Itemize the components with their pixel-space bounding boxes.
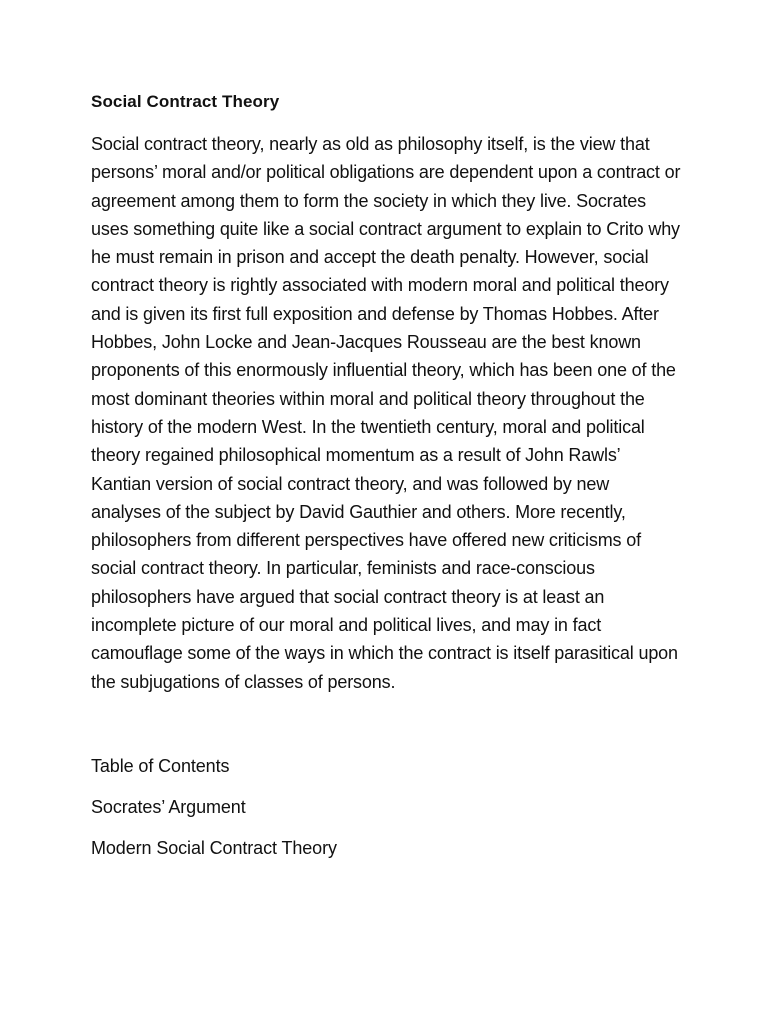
document-title: Social Contract Theory xyxy=(91,92,280,111)
toc-item-modern-social-contract-theory: Modern Social Contract Theory xyxy=(91,837,337,858)
document-body-paragraph: Social contract theory, nearly as old as philosophy itself, is the view that persons’ moral and/or political obligations are dependent upon a contract or agreement among them to form the society in which they live. Socrates uses something quite like a social contract argument to explain to Crito why he must remain in prison and accept the death penalty. However, social contract theory is rightly associated with modern moral and political theory and is given its first full exposition and defense by Thomas Hobbes. After Hobbes, John Locke and Jean-Jacques Rousseau are the best known proponents of this enormously influential theory, which has been one of the most dominant theories within moral and political theory throughout the history of the modern West. In the twentieth century, moral and political theory regained philosophical momentum as a result of John Rawls’ Kantian version of social contract theory, and was followed by new analyses of the subject by David Gauthier and others. More recently, philosophers from different perspectives have offered new criticisms of social contract theory. In particular, feminists and race-conscious philosophers have argued that social contract theory is at least an incomplete picture of our moral and political lives, and may in fact camouflage some of the ways in which the contract is itself parasitical upon the subjugations of classes of persons. xyxy=(91,134,681,692)
table-of-contents xyxy=(91,754,678,860)
toc-item-socrates-argument: Socrates’ Argument xyxy=(91,796,246,817)
toc-heading: Table of Contents xyxy=(91,755,230,776)
